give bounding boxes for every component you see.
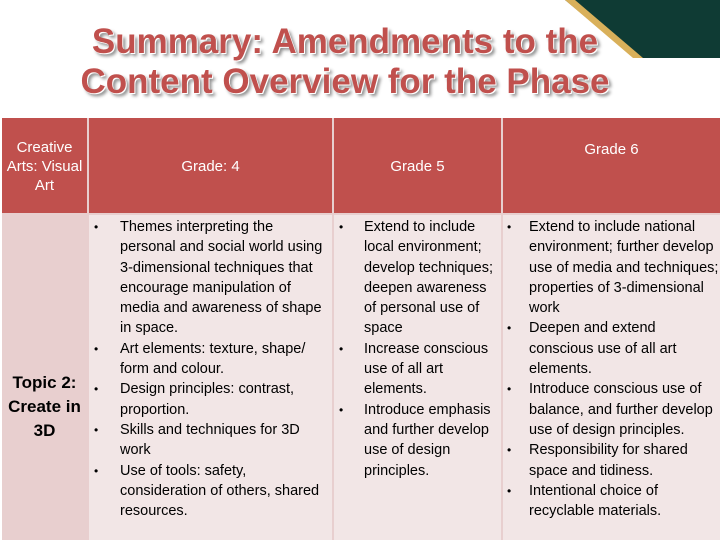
grade-6-list: [507, 217, 719, 521]
list-item: • Intentional choice of recyclable materials.: [507, 482, 662, 520]
header-grade-4-label: Grade: 4: [181, 158, 240, 175]
topic-label: Topic 2: Create in 3D: [8, 373, 81, 440]
list-item: • Responsibility for shared space and tidiness.: [507, 442, 688, 479]
grade-4-list: [94, 217, 330, 521]
list-item: • Deepen and extend conscious use of all art elements.: [507, 320, 677, 378]
header-grade-4: [89, 118, 332, 213]
grade-5-cell: [334, 215, 501, 540]
list-item: • Skills and techniques for 3D work: [94, 421, 300, 459]
header-grade-6-label: Grade 6: [584, 141, 639, 158]
header-grade-5: [334, 118, 501, 213]
list-item: • Design principles: contrast, proportion.: [94, 381, 295, 418]
list-item: • Use of tools: safety, consideration of others, shared resources.: [94, 462, 320, 520]
page-title: [0, 22, 690, 102]
list-item: • Introduce emphasis and further develop use of design principles.: [339, 401, 491, 479]
list-item: • Extend to include national environment; further develop use of media and techniques; properties of 3-dimensional work: [507, 219, 719, 317]
header-grade-6: [503, 118, 720, 213]
list-item: • Increase conscious use of all art elements.: [339, 340, 489, 398]
row-label-cell: [2, 215, 87, 540]
header-subject: Creative Arts: Visual Art: [2, 118, 87, 213]
list-item: • Introduce conscious use of balance, and further develop use of design principles.: [507, 381, 713, 438]
header-grade-5-label: Grade 5: [390, 158, 445, 175]
summary-table: [2, 118, 720, 540]
list-item: • Themes interpreting the personal and social world using 3-dimensional techniques that encourage manipulation of media and awareness of shape in space.: [94, 219, 323, 337]
grade-4-cell: [89, 215, 332, 540]
grade-5-list: [339, 217, 498, 481]
list-item: • Art elements: texture, shape/ form and colour.: [94, 340, 306, 378]
title-line-2: Content Overview for the Phase: [80, 62, 610, 101]
grade-6-cell: [503, 215, 720, 540]
title-line-1: Summary: Amendments to the: [91, 22, 599, 61]
list-item: • Extend to include local environment; develop techniques; deepen awareness of personal use of space: [339, 219, 493, 337]
